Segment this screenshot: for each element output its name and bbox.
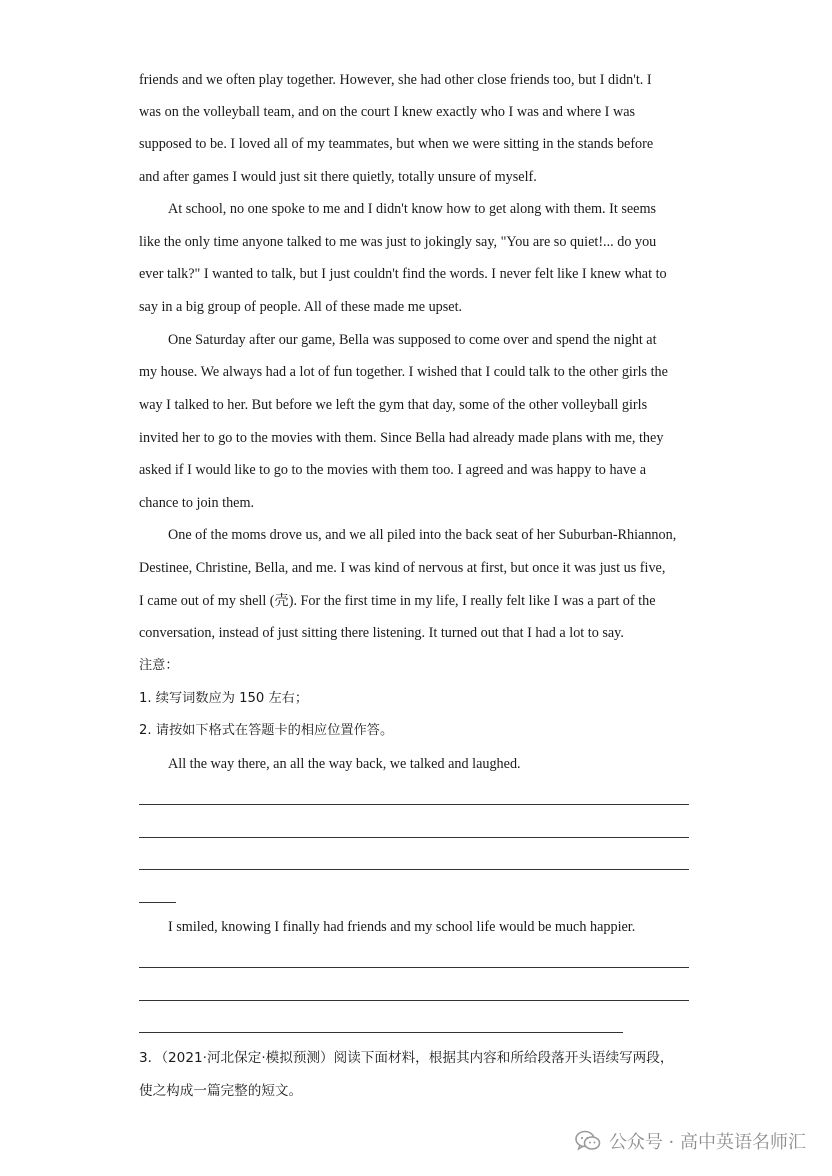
passage-line: asked if I would like to go to the movies with them too. I agreed and was happy to have a: [139, 462, 647, 478]
passage-line: supposed to be. I loved all of my teammates, but when we were sitting in the stands before: [139, 136, 654, 152]
passage-line: I came out of my shell (壳). For the first time in my life, I really felt like I was a part of the: [139, 593, 656, 609]
answer-line[interactable]: [139, 869, 689, 870]
passage-line: and after games I would just sit there quietly, totally unsure of myself.: [139, 169, 537, 185]
passage-line: At school, no one spoke to me and I didn't know how to get along with them. It seems: [168, 201, 657, 217]
answer-line-short[interactable]: [139, 902, 176, 903]
passage-line: ever talk?" I wanted to talk, but I just couldn't find the words. I never felt like I knew what to: [139, 266, 667, 282]
passage-line: like the only time anyone talked to me was just to jokingly say, "You are so quiet!... do you: [139, 234, 657, 250]
passage-line: my house. We always had a lot of fun together. I wished that I could talk to the other girls the: [139, 364, 668, 380]
answer-line[interactable]: [139, 1000, 689, 1001]
passage-line: chance to join them.: [139, 495, 255, 511]
paragraph-start-2: I smiled, knowing I finally had friends and my school life would be much happier.: [168, 919, 636, 935]
passage-line: One of the moms drove us, and we all piled into the back seat of her Suburban-Rhiannon,: [168, 527, 677, 543]
passage-line: say in a big group of people. All of these made me upset.: [139, 299, 463, 315]
passage-line: conversation, instead of just sitting there listening. It turned out that I had a lot to say.: [139, 625, 624, 641]
notes-heading: 注意：: [139, 658, 179, 673]
answer-line[interactable]: [139, 804, 689, 805]
paragraph-start-1: All the way there, an all the way back, we talked and laughed.: [168, 756, 521, 772]
question-3-line: 3．（2021·河北保定·模拟预测）阅读下面材料，根据其内容和所给段落开头语续写两段，: [139, 1050, 674, 1066]
answer-line[interactable]: [139, 967, 689, 968]
watermark: [575, 1128, 806, 1154]
passage-line: way I talked to her. But before we left the gym that day, some of the other volleyball girls: [139, 397, 648, 413]
passage-line: friends and we often play together. However, she had other close friends too, but I didn't. I: [139, 72, 652, 88]
passage-line: One Saturday after our game, Bella was supposed to come over and spend the night at: [168, 332, 657, 348]
answer-line[interactable]: [139, 1032, 623, 1033]
passage-line: was on the volleyball team, and on the court I knew exactly who I was and where I was: [139, 104, 636, 120]
watermark-text: 公众号 · 高中英语名师汇: [608, 1132, 806, 1153]
answer-line[interactable]: [139, 837, 689, 838]
notes-item: 1. 续写词数应为 150 左右；: [139, 691, 309, 706]
notes-item: 2. 请按如下格式在答题卡的相应位置作答。: [139, 723, 394, 738]
passage-line: invited her to go to the movies with them. Since Bella had already made plans with me, they: [139, 430, 664, 446]
passage-line: Destinee, Christine, Bella, and me. I was kind of nervous at first, but once it was just us five,: [139, 560, 666, 576]
question-3-line: 使之构成一篇完整的短文。: [139, 1083, 303, 1099]
wechat-icon: [575, 1130, 601, 1152]
